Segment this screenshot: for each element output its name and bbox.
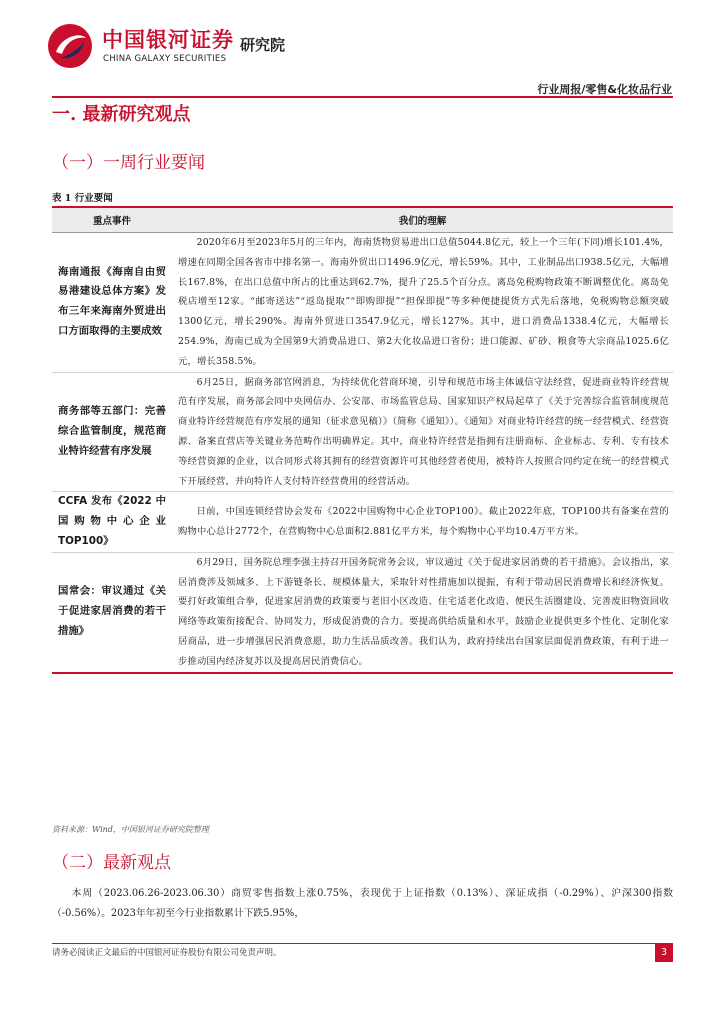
brand-name-cn: 中国银河证券 [102,28,234,52]
subsection-title-news: （一）一周行业要闻 [52,153,205,173]
brand-institute: 研究院 [240,36,286,54]
table-header-event: 重点事件 [52,207,172,233]
understanding-cell: 6月25日，据商务部官网消息，为持续优化营商环境，引导和规范市场主体诚信守法经营，促进商业特许经营规范有序发展，商务部会同中央网信办、公安部、市场监管总局、国家知识产权局起草了《关于完善综合监管制度规范商业特许经营规范有序发展的通知（征求意见稿）》（简称《通知》）。《通知》对商业特许经营的统一经营模式、经营资源、备案直营店等关键业务范畴作出明确界定。其中，商业特许经营是指拥有注册商标、企业标志、专利、专有技术等经营资源的企业，以合同形式将其拥有的经营资源许可其他经营者使用，被特许人按照合同约定在统一的经营模式下开展经营，并向特许人支付特许经营费用的经营活动。 [172,372,673,492]
header-divider [52,96,673,98]
event-cell: 国常会：审议通过《关于促进家居消费的若干措施》 [52,552,172,672]
table-row [52,372,673,492]
table-source: 资料来源：Wind，中国银河证券研究院整理 [52,825,209,834]
table-header-understanding: 我们的理解 [172,207,673,233]
report-tag: 行业周报/零售&化妆品行业 [537,83,672,96]
galaxy-logo-icon [46,22,94,70]
body-paragraph: 本周（2023.06.26-2023.06.30）商贸零售指数上涨0.75%，表现优于上证指数（0.13%）、深证成指（-0.29%）、沪深300指数（-0.56%）。2023年年初至今行业指数累计下跌5.95%， [52,888,673,919]
event-cell: 商务部等五部门：完善综合监管制度，规范商业特许经营有序发展 [52,372,172,492]
event-cell: CCFA 发布《2022 中国购物中心企业 TOP100》 [52,492,172,552]
brand-name-en: CHINA GALAXY SECURITIES [103,54,227,64]
footer-divider [52,943,673,944]
table-row [52,233,673,373]
section-title: 一. 最新研究观点 [52,104,191,125]
understanding-cell: 6月29日，国务院总理李强主持召开国务院常务会议，审议通过《关于促进家居消费的若干措施》。会议指出，家居消费涉及领域多、上下游链条长、规模体量大，采取针对性措施加以提振，有利于带动居民消费增长和经济恢复。要打好政策组合拳，促进家居消费的政策要与老旧小区改造、住宅适老化改造、便民生活圈建设、完善废旧物资回收网络等政策衔接配合、协同发力，形成促消费的合力。要提高供给质量和水平，鼓励企业提供更多个性化、定制化家居商品，进一步增强居民消费意愿，助力生活品质改善。我们认为，政府持续出台国家层面促消费政策，有利于进一步推动国内经济复苏以及提高居民消费信心。 [172,552,673,672]
table-row [52,492,673,552]
table-row [52,552,673,672]
understanding-cell: 日前，中国连锁经营协会发布《2022中国购物中心企业TOP100》。截止2022年底，TOP100共有备案在营的购物中心总计2772个，在营购物中心总面积2.881亿平方米，每个购物中心平均10.4万平方米。 [172,492,673,552]
understanding-cell: 2020年6月至2023年5月的三年内，海南货物贸易进出口总值5044.8亿元，较上一个三年(下同)增长101.4%，增速在同期全国各省市中排名第一。海南外贸出口1496.9亿元，增长59%。其中，工业制品出口938.5亿元，大幅增长167.8%，在出口总值中所占的比重达到62.7%，提升了25.5个百分点。离岛免税购物政策不断调整优化。离岛免税店增至12家。“邮寄送达”“返岛提取”“即购即提”“担保即提”等多种便捷提货方式先后落地，免税购物总额突破1300亿元，增长290%。海南外贸进口3547.9亿元，增长127%。其中，进口消费品1338.4亿元，大幅增长254.9%，海南已成为全国第9大消费品进口、第2大化妆品进口省份；进口能源、矿砂、粮食等大宗商品1025.6亿元，增长358.5%。 [172,233,673,373]
table-caption: 表 1 行业要闻 [52,193,113,204]
page-number: 3 [655,944,673,962]
event-cell: 海南通报《海南自由贸易港建设总体方案》发布三年来海南外贸进出口方面取得的主要成效 [52,233,172,373]
news-table [52,206,673,674]
subsection-title-views: （二）最新观点 [52,853,171,873]
footer-disclaimer: 请务必阅读正文最后的中国银河证券股份有限公司免责声明。 [52,948,282,958]
